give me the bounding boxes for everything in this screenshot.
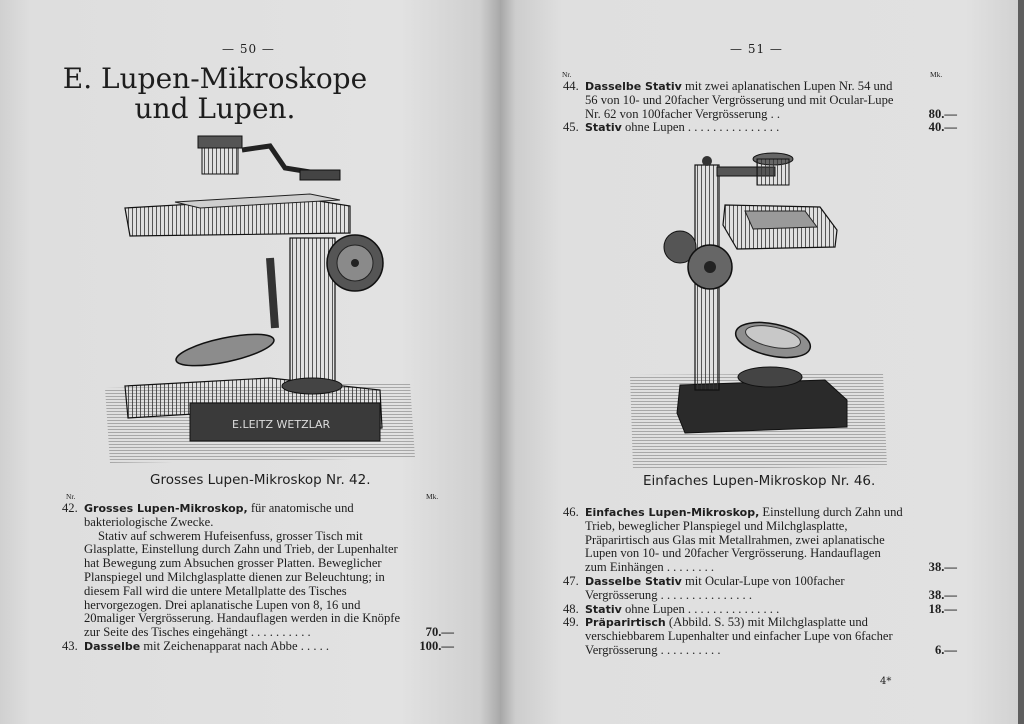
- entry-name: Stativ: [585, 121, 622, 135]
- figure-caption: Einfaches Lupen-Mikroskop Nr. 46.: [643, 473, 876, 489]
- entry-price: 100.—: [419, 638, 454, 653]
- entry-price: 80.—: [928, 106, 957, 121]
- catalog-entry: 46. Einfaches Lupen-Mikroskop, Einstellung durch Zahn und Trieb, beweglicher Planspiegel und Milchglasplatte, Präparirtisch aus Glas mit Metallrahmen, zwei aplanatische Lupen von 10- und 20facher Vergrösserung. Handauflagen zum Einhängen . . . . . . . . 38.—: [563, 505, 957, 575]
- entry-text: Einstellung durch Zahn und Trieb, beweglicher Planspiegel und Milchglasplatte, Präparirtisch aus Glas mit Metallrahmen, zwei aplanatische Lupen von 10- und 20facher Vergrösserung. Handauflagen zum Einhängen . . . . . . . .: [585, 505, 903, 575]
- maker-engraving: E.LEITZ WETZLAR: [232, 418, 331, 431]
- catalog-entry: 48. Stativ ohne Lupen . . . . . . . . . . . . . . . 18.—: [563, 601, 957, 616]
- right-page: [500, 0, 1018, 724]
- entry-list-bottom: [563, 505, 957, 658]
- entry-name: Einfaches Lupen-Mikroskop,: [585, 506, 760, 519]
- entry-price: 6.—: [934, 642, 957, 657]
- entry-list-top: [563, 79, 957, 135]
- column-mk-label: Mk.: [426, 492, 439, 501]
- entry-name: Stativ: [585, 602, 622, 616]
- entry-text: ohne Lupen . . . . . . . . . . . . . . .: [621, 120, 780, 135]
- entry-text: für anatomische und bakteriologische Zwecke.: [84, 501, 354, 529]
- catalog-entry: 45. Stativ ohne Lupen . . . . . . . . . . . . . . . 40.—: [563, 120, 957, 135]
- section-title: [60, 64, 370, 124]
- entry-text: (Abbild. S. 53) mit Milchglasplatte und verschiebbarem Lupenhalter und einfacher Lupe von 6facher Vergrösserung . . . . . . . . . .: [585, 615, 893, 657]
- entry-price: 70.—: [425, 625, 454, 640]
- entry-list: [62, 501, 454, 654]
- entry-name: Dasselbe: [84, 639, 141, 653]
- left-page: [0, 0, 500, 724]
- title-line-1: E. Lupen-Mikroskope: [62, 62, 368, 95]
- entry-name: Dasselbe Stativ: [585, 80, 682, 93]
- entry-name: Grosses Lupen-Mikroskop,: [84, 502, 248, 515]
- figure-caption: Grosses Lupen-Mikroskop Nr. 42.: [150, 472, 371, 488]
- column-nr-label: Nr.: [66, 492, 76, 501]
- catalog-entry: 43. Dasselbe mit Zeichenapparat nach Abbe . . . . . 100.—: [62, 638, 454, 653]
- catalog-entry: 44. Dasselbe Stativ mit zwei aplanatischen Lupen Nr. 54 und 56 von 10- und 20facher Vergrösserung und mit Ocular-Lupe Nr. 62 von 100facher Vergrösserung . . 80.—: [563, 79, 957, 121]
- entry-price: 18.—: [928, 601, 957, 616]
- page-number: — 51 —: [730, 42, 783, 56]
- signature-mark: 4*: [880, 676, 892, 687]
- catalog-entry: 42. Grosses Lupen-Mikroskop, für anatomische und bakteriologische Zwecke.: [62, 501, 354, 529]
- entry-text: mit Zeichenapparat nach Abbe . . . . .: [140, 638, 330, 653]
- page-number: — 50 —: [222, 42, 275, 56]
- entry-text: mit zwei aplanatischen Lupen Nr. 54 und 56 von 10- und 20facher Vergrösserung und mit Ocular-Lupe Nr. 62 von 100facher Vergrösserung . .: [585, 79, 894, 121]
- catalog-entry: 47. Dasselbe Stativ mit Ocular-Lupe von 100facher Vergrösserung . . . . . . . . . . . . . . . 38.—: [563, 573, 957, 602]
- entry-price: 38.—: [928, 587, 957, 602]
- column-mk-label: Mk.: [930, 70, 943, 79]
- entry-text: Stativ auf schwerem Hufeisenfuss, grosser Tisch mit Glasplatte, Einstellung durch Zahn und Trieb, der Lupenhalter hat Bewegung zum Absuchen grosser Platten. Beweglicher Planspiegel und Milchglasplatte dienen zur Beleuchtung; in diesem Fall wird die untere Metallplatte des Tisches hervorgezogen. Drei aplanatische Lupen von 8, 16 und 20maliger Vergrösserung. Handauflagen werden in die Knöpfe zur Seite des Tisches eingehängt . . . . . . . . . .: [84, 528, 401, 640]
- entry-name: Dasselbe Stativ: [585, 574, 682, 588]
- column-nr-label: Nr.: [562, 70, 572, 79]
- entry-text: ohne Lupen . . . . . . . . . . . . . . .: [621, 601, 780, 616]
- entry-text: mit Ocular-Lupe von 100facher Vergrösserung . . . . . . . . . . . . . . .: [585, 573, 845, 602]
- title-line-2: und Lupen.: [134, 92, 296, 125]
- microscope-42-illustration: [100, 128, 420, 468]
- entry-price: 38.—: [928, 560, 957, 575]
- catalog-entry: [84, 530, 454, 640]
- entry-price: 40.—: [928, 120, 957, 135]
- book-edge: [1018, 0, 1024, 724]
- microscope-46-illustration: [625, 145, 895, 475]
- catalog-entry: 49. Präparirtisch (Abbild. S. 53) mit Milchglasplatte und verschiebbarem Lupenhalter und einfacher Lupe von 6facher Vergrösserung . . . . . . . . . . 6.—: [563, 615, 957, 657]
- entry-name: Präparirtisch: [585, 616, 666, 630]
